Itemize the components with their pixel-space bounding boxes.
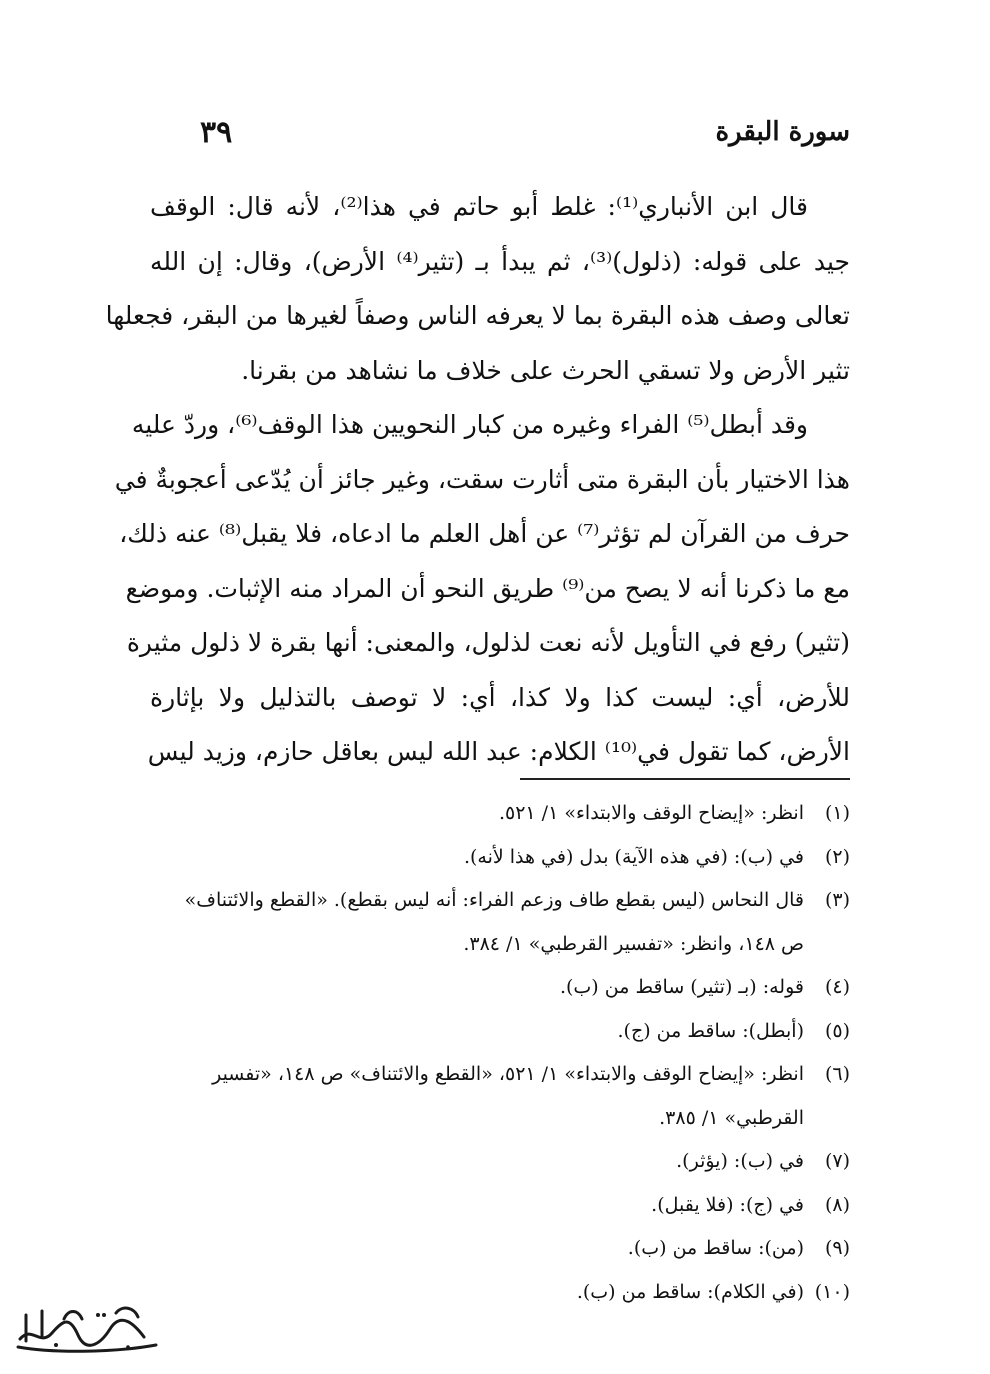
footnote-3 <box>150 879 850 966</box>
footnote-number: (٨) <box>824 1193 850 1216</box>
footnote-4 <box>150 966 850 1010</box>
uploader-stamp-logo <box>12 1295 162 1357</box>
footnote-number: (٥) <box>824 1019 850 1042</box>
body-line: وقد أبطل⁽⁵⁾ الفراء وغيره من كبار النحويين هذا الوقف⁽⁶⁾، وردّ عليه <box>131 410 808 439</box>
footnote-number: (٦) <box>824 1063 850 1085</box>
footnote-text: (من): ساقط من (ب). <box>627 1237 804 1259</box>
footnote-text: قوله: (بـ (تثير) ساقط من (ب). <box>559 976 804 998</box>
body-line: هذا الاختيار بأن البقرة متى أثارت سقت، وغير جائز أن يُدّعى أعجوبةٌ في <box>114 464 850 494</box>
footnote-9 <box>150 1227 850 1271</box>
body-line: مع ما ذكرنا أنه لا يصح من⁽⁹⁾ طريق النحو أن المراد منه الإثبات. وموضع <box>125 573 850 603</box>
footnote-number: (١٠) <box>814 1280 850 1303</box>
footnote-text: انظر: «إيضاح الوقف والابتداء» ١/ ٥٢١. <box>498 802 804 824</box>
footnote-5 <box>150 1010 850 1054</box>
body-line: للأرض، أي: ليست كذا ولا كذا، أي: لا توصف بالتذليل ولا بإثارة <box>150 682 850 712</box>
footnote-text: في (ج): (فلا يقبل). <box>651 1193 804 1216</box>
footnote-6 <box>150 1053 850 1140</box>
body-line: تثير الأرض ولا تسقي الحرث على خلاف ما نشاهد من بقرنا. <box>241 355 850 385</box>
footnote-10 <box>150 1271 850 1315</box>
footnotes <box>150 792 850 1314</box>
footnote-text: ص ١٤٨، وانظر: «تفسير القرطبي» ١/ ٣٨٤. <box>463 932 804 955</box>
surah-title: سورة البقرة <box>715 117 850 147</box>
body-line: جيد على قوله: (ذلول)⁽³⁾، ثم يبدأ بـ (تثير⁽⁴⁾ الأرض)، وقال: إن الله <box>150 246 851 276</box>
footnote-number: (٢) <box>824 845 850 868</box>
body-line: (تثير) رفع في التأويل لأنه نعت لذلول، والمعنى: أنها بقرة لا ذلول مثيرة <box>126 628 850 657</box>
footnote-divider <box>520 778 850 780</box>
footnote-number: (٤) <box>824 976 850 998</box>
page-number: ٣٩ <box>200 114 233 150</box>
main-text <box>105 180 851 780</box>
body-line: الأرض، كما تقول في⁽¹⁰⁾ الكلام: عبد الله ليس بعاقل حازم، وزيد ليس <box>147 737 850 766</box>
footnote-number: (٩) <box>824 1237 850 1259</box>
footnote-text: القرطبي» ١/ ٣٨٥. <box>659 1106 804 1129</box>
footnote-text: في (ب): (يؤثر). <box>676 1150 804 1172</box>
footnote-text: انظر: «إيضاح الوقف والابتداء» ١/ ٥٢١، «القطع والائتناف» ص ١٤٨، «تفسير <box>212 1063 804 1085</box>
footnote-text: قال النحاس (ليس بقطع طاف وزعم الفراء: أنه ليس بقطع). «القطع والائتناف» <box>184 889 804 911</box>
footnote-number: (٣) <box>824 889 850 911</box>
footnote-number: (١) <box>824 802 850 824</box>
footnote-1 <box>150 792 850 836</box>
body-line: قال ابن الأنباري⁽¹⁾: غلط أبو حاتم في هذا⁽²⁾، لأنه قال: الوقف <box>150 192 809 221</box>
body-line: تعالى وصف هذه البقرة بما لا يعرفه الناس وصفاً لغيرها من البقر، فجعلها <box>105 301 850 330</box>
footnote-text: في (ب): (في هذه الآية) بدل (في هذا لأنه). <box>463 845 804 868</box>
footnote-8 <box>150 1184 850 1228</box>
footnote-7 <box>150 1140 850 1184</box>
footnote-2 <box>150 836 850 880</box>
footnote-text: (في الكلام): ساقط من (ب). <box>576 1280 804 1303</box>
footnote-number: (٧) <box>824 1150 850 1172</box>
page-header <box>200 110 850 154</box>
body-line: حرف من القرآن لم تؤثر⁽⁷⁾ عن أهل العلم ما ادعاه، فلا يقبل⁽⁸⁾ عنه ذلك، <box>119 519 850 548</box>
footnote-text: (أبطل): ساقط من (ج). <box>617 1019 804 1042</box>
